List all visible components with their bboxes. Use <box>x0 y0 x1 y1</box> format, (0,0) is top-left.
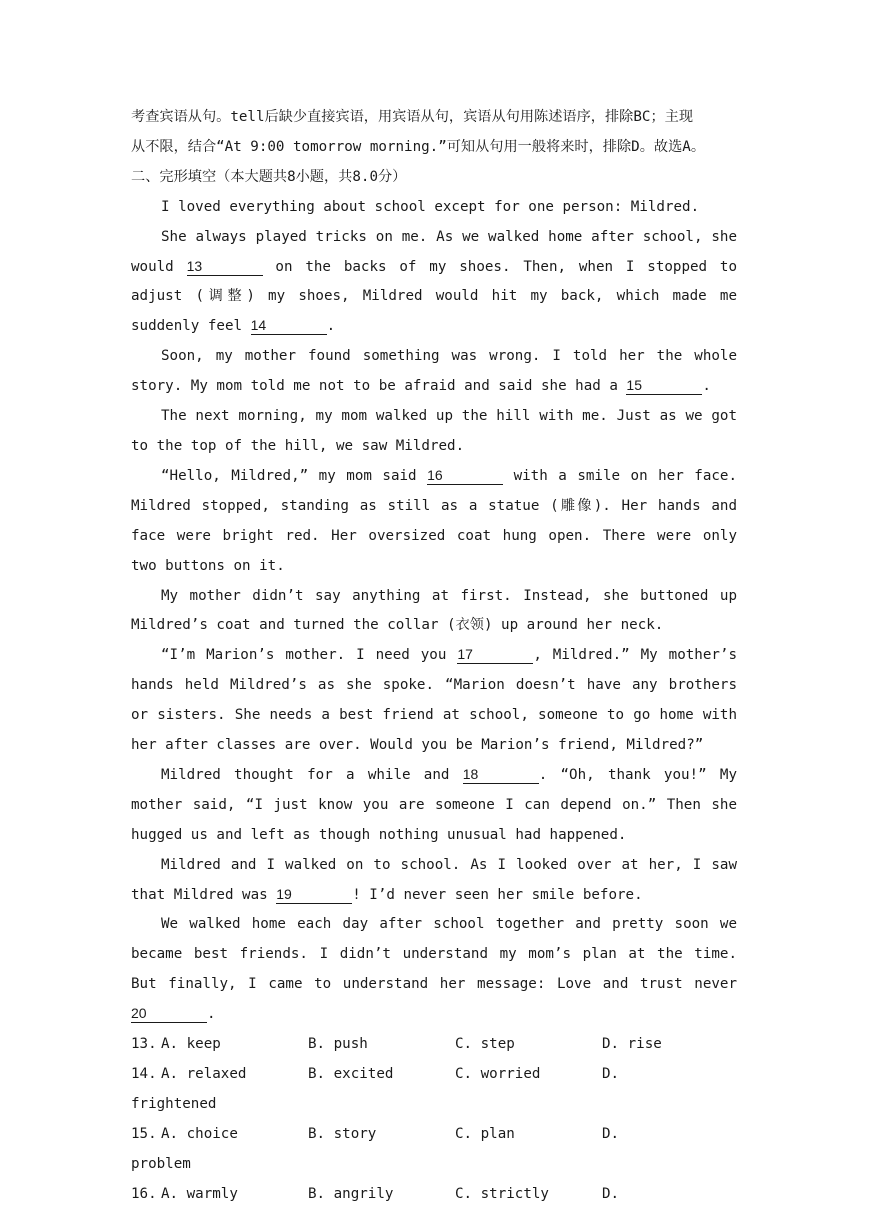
analysis-line-2: 从不限，结合“At 9:00 tomorrow morning.”可知从句用一般将来时，排除D。故选A。 <box>131 138 706 155</box>
option-c: C. worried <box>455 1066 541 1082</box>
blank-16: 16 <box>427 467 503 485</box>
question-15 <box>131 1120 737 1150</box>
blank-17: 17 <box>457 646 533 664</box>
document-content <box>131 103 737 1210</box>
blank-20: 20 <box>131 1005 207 1023</box>
passage-text: . <box>207 1006 216 1023</box>
passage-paragraph-2 <box>131 223 737 343</box>
question-number: 13. <box>131 1036 157 1053</box>
passage-text: Mildred thought for a while and <box>161 766 463 783</box>
blank-14: 14 <box>251 317 327 335</box>
option-d: D. <box>602 1066 620 1082</box>
passage-text: ! I’d never seen her smile before. <box>352 886 643 903</box>
option-a: A. keep <box>161 1036 221 1053</box>
blank-15: 15 <box>626 377 702 395</box>
option-b: B. story <box>308 1125 377 1142</box>
option-c: C. strictly <box>455 1185 549 1202</box>
passage-text: . “Oh, thank you!” My mother said, “I just know you are someone I can depend on.” Then she hugged us and left as though nothing unusual had happened. <box>131 766 737 843</box>
passage-paragraph-5 <box>131 462 737 582</box>
passage-text: Soon, my mother found something was wrong. I told her the whole story. My mom told me not to be afraid and said she had a <box>131 348 737 395</box>
question-number: 15. <box>131 1125 157 1142</box>
passage-text: , Mildred.” My mother’s hands held Mildred’s as she spoke. “Marion doesn’t have any brothers or sisters. She needs a best friend at school, someone to go home with her after classes are over. Would you be Marion’s friend, Mildred?” <box>131 647 737 754</box>
question-number: 14. <box>131 1066 157 1082</box>
passage-paragraph-9 <box>131 851 737 911</box>
option-d: D. <box>602 1125 620 1142</box>
passage-paragraph-8 <box>131 761 737 851</box>
passage-paragraph-6: My mother didn’t say anything at first. Instead, she buttoned up Mildred’s coat and turned the collar (衣领) up around her neck. <box>131 587 737 634</box>
option-b: B. excited <box>308 1066 394 1082</box>
option-c: C. plan <box>455 1125 515 1142</box>
blank-18: 18 <box>463 766 539 784</box>
passage-paragraph-7 <box>131 641 737 761</box>
option-d-text: frightened <box>131 1095 217 1112</box>
question-number: 16. <box>131 1185 157 1202</box>
option-d-text: problem <box>131 1155 191 1172</box>
option-c: C. step <box>455 1036 515 1053</box>
question-16 <box>131 1180 737 1210</box>
passage-text: . <box>702 378 711 395</box>
option-a: A. warmly <box>161 1185 238 1202</box>
question-13 <box>131 1030 737 1060</box>
passage-paragraph-10 <box>131 910 737 1030</box>
option-b: B. push <box>308 1036 368 1053</box>
option-d: D. rise <box>602 1036 662 1053</box>
passage-text: . <box>326 318 336 335</box>
passage-text: Mildred and I walked on to school. As I looked over at her, I saw that Mildred was <box>131 856 737 903</box>
analysis-line-1: 考查宾语从句。tell后缺少直接宾语，用宾语从句，宾语从句用陈述语序，排除BC；主现 <box>131 109 694 125</box>
passage-paragraph-4: The next morning, my mom walked up the hill with me. Just as we got to the top of the hill, we saw Mildred. <box>131 408 737 454</box>
option-a: A. relaxed <box>161 1066 247 1082</box>
option-b: B. angrily <box>308 1185 394 1202</box>
passage-text: We walked home each day after school together and pretty soon we became best friends. I didn’t understand my mom’s plan at the time. But finally, I came to understand her message: Love and trust never <box>131 916 737 993</box>
passage-text: with a smile on her face. Mildred stopped, standing as still as a statue (雕像). Her hands and face were bright red. Her oversized coat hung open. There were only two buttons on it. <box>131 467 737 574</box>
passage-paragraph-3 <box>131 342 737 402</box>
question-14 <box>131 1060 737 1090</box>
blank-19: 19 <box>276 886 352 904</box>
passage-text: on the backs of my shoes. Then, when I stopped to adjust (调整) my shoes, Mildred would hit my back, which made me suddenly feel <box>131 258 737 335</box>
passage-paragraph-1: I loved everything about school except for one person: Mildred. <box>161 198 700 215</box>
passage-text: “Hello, Mildred,” my mom said <box>161 467 428 484</box>
passage-text: “I’m Marion’s mother. I need you <box>161 647 458 664</box>
option-d: D. <box>602 1185 620 1202</box>
option-a: A. choice <box>161 1125 238 1142</box>
blank-13: 13 <box>187 258 263 276</box>
section-title: 二、完形填空（本大题共8小题，共8.0分） <box>131 168 407 185</box>
passage-text: She always played tricks on me. As we walked home after school, she would <box>131 228 737 275</box>
